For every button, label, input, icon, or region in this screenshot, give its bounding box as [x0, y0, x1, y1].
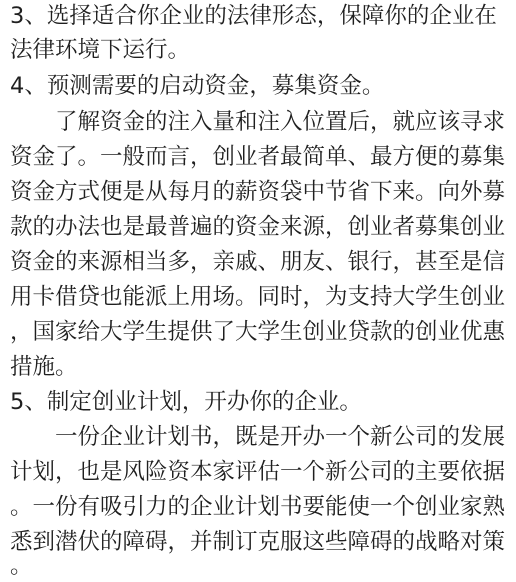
section-5-heading: 5、制定创业计划，开办你的企业。 — [10, 389, 362, 415]
section-5-paragraph-line-3: 。一份有吸引力的企业计划书要能使一个创业家熟 — [10, 494, 506, 520]
section-4-paragraph-line-7: ，国家给大学生提供了大学生创业贷款的创业优惠 — [10, 319, 506, 345]
section-3-heading-line-1: 3、选择适合你企业的法律形态，保障你的企业在 — [10, 3, 497, 29]
section-4-paragraph-line-5: 资金的来源相当多，亲戚、朋友、银行，甚至是信 — [10, 249, 506, 275]
section-5-paragraph-line-5: 。 — [10, 553, 33, 579]
section-4-heading: 4、预测需要的启动资金，募集资金。 — [10, 73, 385, 99]
section-4-paragraph-line-2: 资金了。一般而言，创业者最简单、最方便的募集 — [10, 144, 506, 170]
section-5-paragraph-line-1: 一份企业计划书，既是开办一个新公司的发展 — [10, 424, 506, 450]
section-3-heading-line-2: 法律环境下运行。 — [10, 37, 191, 63]
section-4-paragraph-line-3: 资金方式便是从每月的薪资袋中节省下来。向外募 — [10, 179, 506, 205]
section-4-paragraph-line-6: 用卡借贷也能派上用场。同时，为支持大学生创业 — [10, 284, 506, 310]
section-5-paragraph-line-2: 计划，也是风险资本家评估一个新公司的主要依据 — [10, 459, 506, 485]
section-4-paragraph-line-1: 了解资金的注入量和注入位置后，就应该寻求 — [10, 109, 506, 135]
section-4-paragraph-line-8: 措施。 — [10, 354, 78, 380]
section-4-paragraph-line-4: 款的办法也是最普遍的资金来源，创业者募集创业 — [10, 214, 506, 240]
section-5-paragraph-line-4: 悉到潜伏的障碍，并制订克服这些障碍的战略对策 — [10, 529, 506, 555]
